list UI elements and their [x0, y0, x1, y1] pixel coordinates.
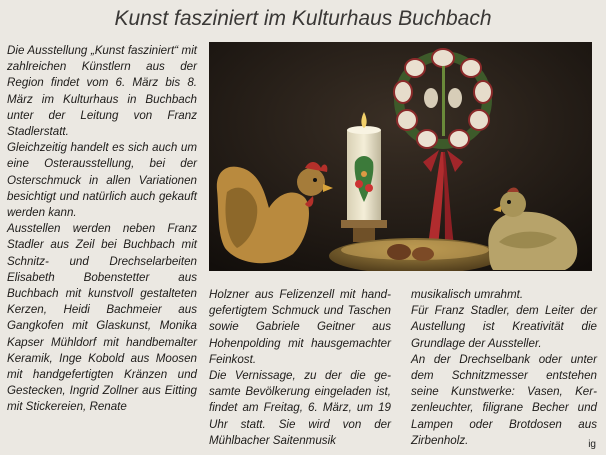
egg-wreath: [394, 49, 492, 148]
author-initials: ig: [588, 439, 596, 450]
article-column-2: [209, 287, 391, 449]
paragraph: Für Franz Stadler, dem Leiter der Austellung ist Kreativität die Grundlage der Aussteller.: [411, 304, 597, 350]
paragraph: An der Drechselbank oder unter dem Schnitzmesser entstehen seine Kunstwerke: Vasen, Kerzenleuchter, filigrane Becher und Lampen oder Brotdosen aus Zirbenholz.: [411, 352, 597, 447]
article-column-1: [7, 43, 197, 416]
decorated-candle: [341, 112, 387, 242]
paragraph: Die Vernissage, zu der die gesamte Bevölkerung eingeladen ist, findet am Freitag, 6. März, um 19 Uhr statt. Sie wird von der Mühlbacher Saitenmusik: [209, 369, 391, 447]
paragraph: Gleichzeitig handelt es sich auch um eine Osterausstellung, bei der Osterschmuck in allen Variationen besichtigt und natürlich auch gekauft werden kann.: [7, 141, 197, 220]
paragraph: Ausstellen werden neben Franz Stadler aus Zeil bei Buchbach mit Schnitz- und Drechselarbeiten Elisabeth Bobenstetter aus Buchbach mit kunstvoll gestalteten Kerzen, Heidi Bachmeier aus Gangkofen mit Glaskunst, Monika Kapser Mühldorf mit handbemalter Keramik, Inge Kobold aus Moosen mit handgefertigten Kränzen und Gestecken, Ingrid Zollner aus Eitting mit Stickereien, Renate: [7, 222, 197, 414]
paragraph: Holzner aus Felizenzell mit handgefertigtem Schmuck und Taschen sowie Gabriele Geitner aus Hohenpolding mit hausgemachter Feinkost.: [209, 288, 391, 366]
article-column-3: [411, 287, 597, 449]
paragraph: musikalisch umrahmt.: [411, 288, 524, 301]
paragraph: Die Ausstellung „Kunst fasziniert“ mit zahlreichen Künstlern aus der Region findet vom 6. März bis 8. März im Kulturhaus in Buchbach unter der Leitung von Franz Stadlerstatt.: [7, 44, 197, 139]
article-headline: Kunst fasziniert im Kulturhaus Buchbach: [114, 7, 492, 30]
photo-illustration: [209, 42, 592, 271]
easter-decoration-photo: [209, 42, 592, 271]
